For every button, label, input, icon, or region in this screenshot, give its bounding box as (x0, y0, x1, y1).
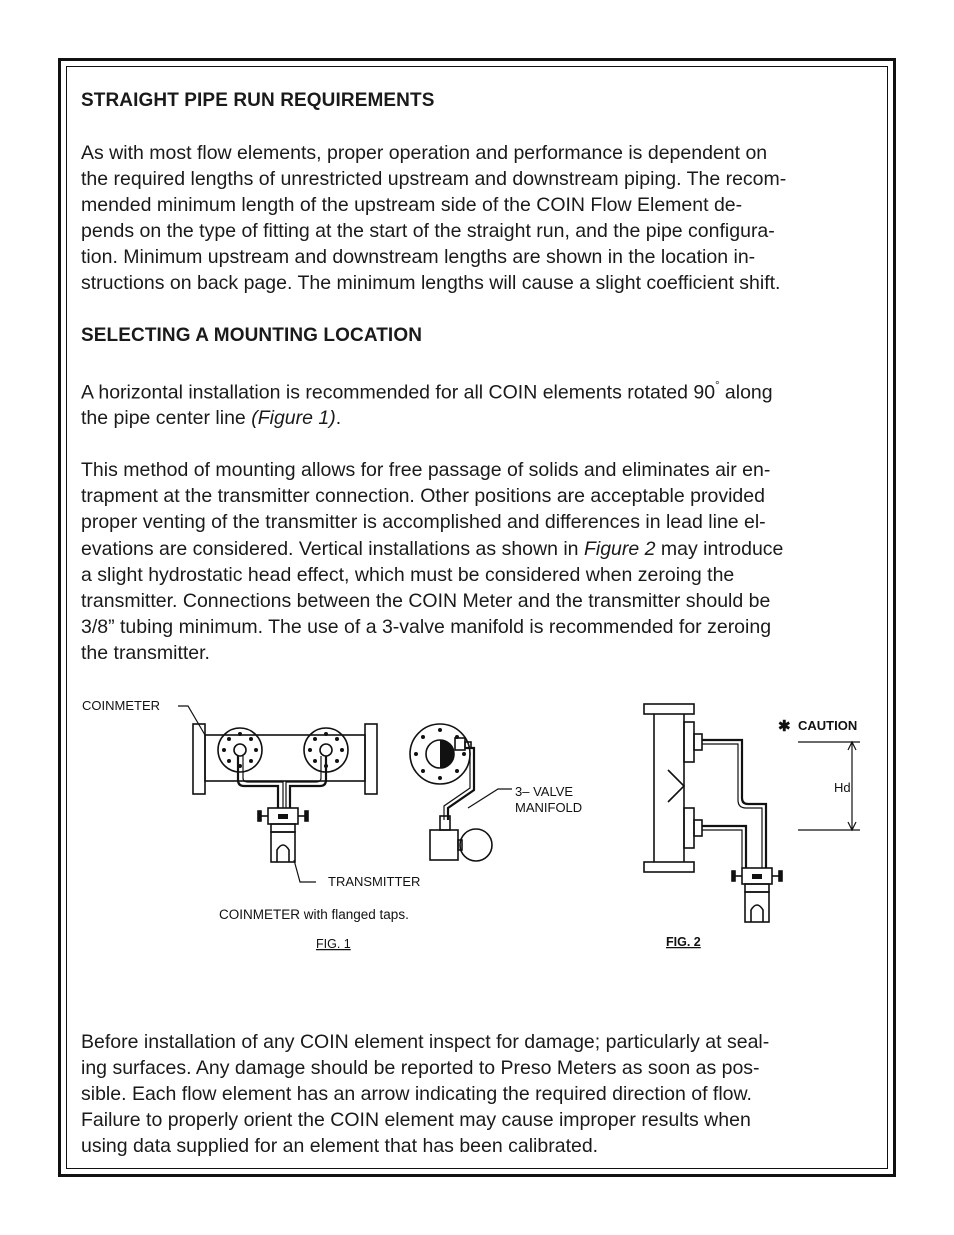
text-line: 3/8” tubing minimum. The use of a 3-valve manifold is recommended for zeroing (81, 615, 772, 638)
text-line: Failure to properly orient the COIN element may cause improper results when (81, 1109, 751, 1132)
text-line (81, 405, 881, 431)
text-line: the required lengths of unrestricted upstream and downstream piping. The recom- (81, 168, 787, 191)
heading-mounting-location: SELECTING A MOUNTING LOCATION (81, 324, 423, 346)
text-line: tion. Minimum upstream and downstream lengths are shown in the location in- (81, 246, 756, 269)
text-line (81, 375, 881, 406)
label-hd: Hd (834, 780, 851, 795)
caution-mark: ✱ (778, 718, 791, 735)
figure-reference: Figure 2 (583, 537, 656, 560)
text-line: Before installation of any COIN element inspect for damage; particularly at seal- (81, 1031, 770, 1053)
text-line: using data supplied for an element that has been calibrated. (81, 1135, 599, 1158)
text-run: evations are considered. Vertical installations as shown in (81, 537, 584, 560)
fig1-end-view-drawing (410, 724, 512, 861)
text-line: transmitter. Connections between the COIN Meter and the transmitter should be (81, 589, 771, 612)
text-line: proper venting of the transmitter is accomplished and differences in lead line el- (81, 511, 766, 534)
text-line: trapment at the transmitter connection. Other positions are acceptable provided (81, 485, 765, 508)
figures-drawing (78, 690, 878, 960)
figure-reference: (Figure 1) (251, 407, 336, 430)
fig1-caption: COINMETER with flanged taps. (219, 907, 409, 922)
heading-straight-pipe: STRAIGHT PIPE RUN REQUIREMENTS (81, 90, 435, 111)
text-line: sible. Each flow element has an arrow indicating the required direction of flow. (81, 1083, 752, 1106)
text-run: may introduce (655, 537, 784, 560)
text-run: A horizontal installation is recommended for all COIN elements rotated 90 (81, 381, 716, 404)
degree-symbol: ° (715, 379, 720, 392)
text-line: As with most flow elements, proper operation and performance is dependent on (81, 142, 768, 164)
text-line: ing surfaces. Any damage should be reported to Preso Meters as soon as pos- (81, 1057, 760, 1080)
label-valve-line1: 3– VALVE (515, 784, 574, 799)
fig1-label: FIG. 1 (316, 937, 351, 951)
text-line: pends on the type of fitting at the start of the straight run, and the pipe configura- (81, 220, 775, 243)
text-line: the transmitter. (81, 641, 210, 664)
text-line: mended minimum length of the upstream side of the COIN Flow Element de- (81, 194, 743, 217)
text-run: . (335, 407, 342, 430)
paragraph-horizontal-install (81, 375, 881, 432)
paragraph-inspection (81, 1029, 881, 1159)
fig2-vertical-drawing (644, 704, 860, 922)
text-run: the pipe center line (81, 407, 252, 430)
paragraph-straight-pipe (81, 140, 881, 297)
paragraph-mounting-method (81, 457, 881, 666)
label-caution: CAUTION (798, 718, 858, 733)
text-line: This method of mounting allows for free passage of solids and eliminates air en- (81, 459, 771, 482)
label-coinmeter: COINMETER (82, 698, 160, 713)
text-line: a slight hydrostatic head effect, which must be considered when zeroing the (81, 563, 735, 586)
fig2-label: FIG. 2 (666, 935, 701, 949)
text-line (81, 536, 881, 562)
text-run: along (719, 381, 773, 404)
main-text (81, 88, 881, 666)
installation-figures (78, 690, 878, 960)
text-line: structions on back page. The minimum lengths will cause a slight coefficient shift. (81, 272, 781, 295)
label-transmitter: TRANSMITTER (328, 874, 421, 889)
fig1-coinmeter-drawing (178, 706, 377, 882)
label-valve-line2: MANIFOLD (515, 800, 583, 815)
